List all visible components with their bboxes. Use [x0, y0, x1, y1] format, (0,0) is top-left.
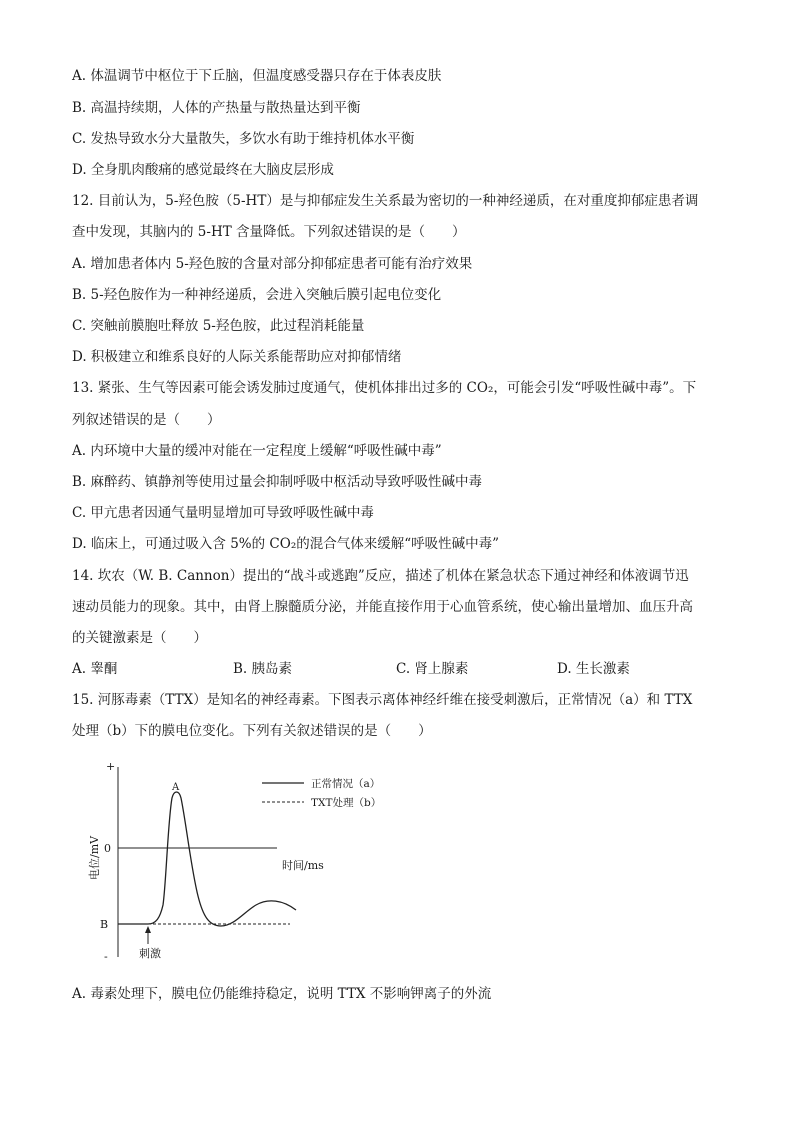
prev-option-c: C. 发热导致水分大量散失，多饮水有助于维持机体水平衡 — [72, 131, 415, 147]
q12-option-d: D. 积极建立和维系良好的人际关系能帮助应对抑郁情绪 — [72, 349, 402, 365]
q14-option-c: C. 肾上腺素 — [396, 661, 469, 677]
q14-option-d: D. 生长激素 — [557, 661, 630, 677]
q14-option-a: A. 睾酮 — [72, 661, 118, 677]
q12-stem-line-2: 查中发现，其脑内的 5-HT 含量降低。下列叙述错误的是（ ） — [72, 224, 466, 240]
q14-stem-line-2: 速动员能力的现象。其中，由肾上腺髓质分泌，并能直接作用于心血管系统，使心输出量增加、血压升高 — [72, 599, 693, 615]
y-plus-label: + — [106, 760, 116, 773]
peak-label: A — [172, 782, 180, 793]
q12-stem-line-1: 12. 目前认为，5-羟色胺（5-HT）是与抑郁症发生关系最为密切的一种神经递质，在对重度抑郁症患者调 — [72, 193, 699, 209]
rest-label: B — [100, 918, 109, 931]
q15-stem-line-1: 15. 河豚毒素（TTX）是知名的神经毒素。下图表示离体神经纤维在接受刺激后，正常情况（a）和 TTX — [72, 692, 693, 708]
q14-stem-line-3: 的关键激素是（ ） — [72, 630, 207, 646]
q13-stem-line-1: 13. 紧张、生气等因素可能会诱发肺过度通气，使机体排出过多的 CO₂，可能会引发“呼吸性碱中毒”。下 — [72, 380, 697, 396]
q15-option-a: A. 毒素处理下，膜电位仍能维持稳定，说明 TTX 不影响钾离子的外流 — [72, 986, 492, 1002]
membrane-potential-figure — [88, 755, 382, 965]
q13-option-c: C. 甲亢患者因通气量明显增加可导致呼吸性碱中毒 — [72, 505, 374, 521]
stimulus-arrow-head — [145, 926, 151, 933]
legend-ttx: TXT处理（b） — [311, 797, 382, 809]
q12-option-b: B. 5-羟色胺作为一种神经递质，会进入突触后膜引起电位变化 — [72, 287, 442, 303]
q13-stem-line-2: 列叙述错误的是（ ） — [72, 412, 221, 428]
x-axis-label: 时间/ms — [282, 859, 324, 872]
q13-option-b: B. 麻醉药、镇静剂等使用过量会抑制呼吸中枢活动导致呼吸性碱中毒 — [72, 474, 483, 490]
prev-option-a: A. 体温调节中枢位于下丘脑，但温度感受器只存在于体表皮肤 — [72, 68, 442, 84]
y-minus-label: - — [104, 950, 108, 963]
legend-normal: 正常情况（a） — [311, 778, 381, 790]
q12-option-c: C. 突触前膜胞吐释放 5-羟色胺，此过程消耗能量 — [72, 318, 365, 334]
zero-label: 0 — [104, 842, 111, 855]
q14-stem-line-1: 14. 坎农（W. B. Cannon）提出的“战斗或逃跑”反应，描述了机体在紧急状态下通过神经和体液调节迅 — [72, 568, 689, 584]
stimulus-label: 刺激 — [139, 947, 161, 960]
prev-option-b: B. 高温持续期，人体的产热量与散热量达到平衡 — [72, 100, 361, 116]
normal-curve-a — [118, 792, 296, 926]
q12-option-a: A. 增加患者体内 5-羟色胺的含量对部分抑郁症患者可能有治疗效果 — [72, 256, 473, 272]
q14-option-b: B. 胰岛素 — [233, 661, 293, 677]
q15-stem-line-2: 处理（b）下的膜电位变化。下列有关叙述错误的是（ ） — [72, 723, 432, 739]
q13-option-d: D. 临床上，可通过吸入含 5%的 CO₂的混合气体来缓解“呼吸性碱中毒” — [72, 536, 500, 552]
prev-option-d: D. 全身肌肉酸痛的感觉最终在大脑皮层形成 — [72, 162, 334, 178]
q13-option-a: A. 内环境中大量的缓冲对能在一定程度上缓解“呼吸性碱中毒” — [72, 443, 442, 459]
y-axis-label: 电位/mV — [88, 835, 101, 880]
